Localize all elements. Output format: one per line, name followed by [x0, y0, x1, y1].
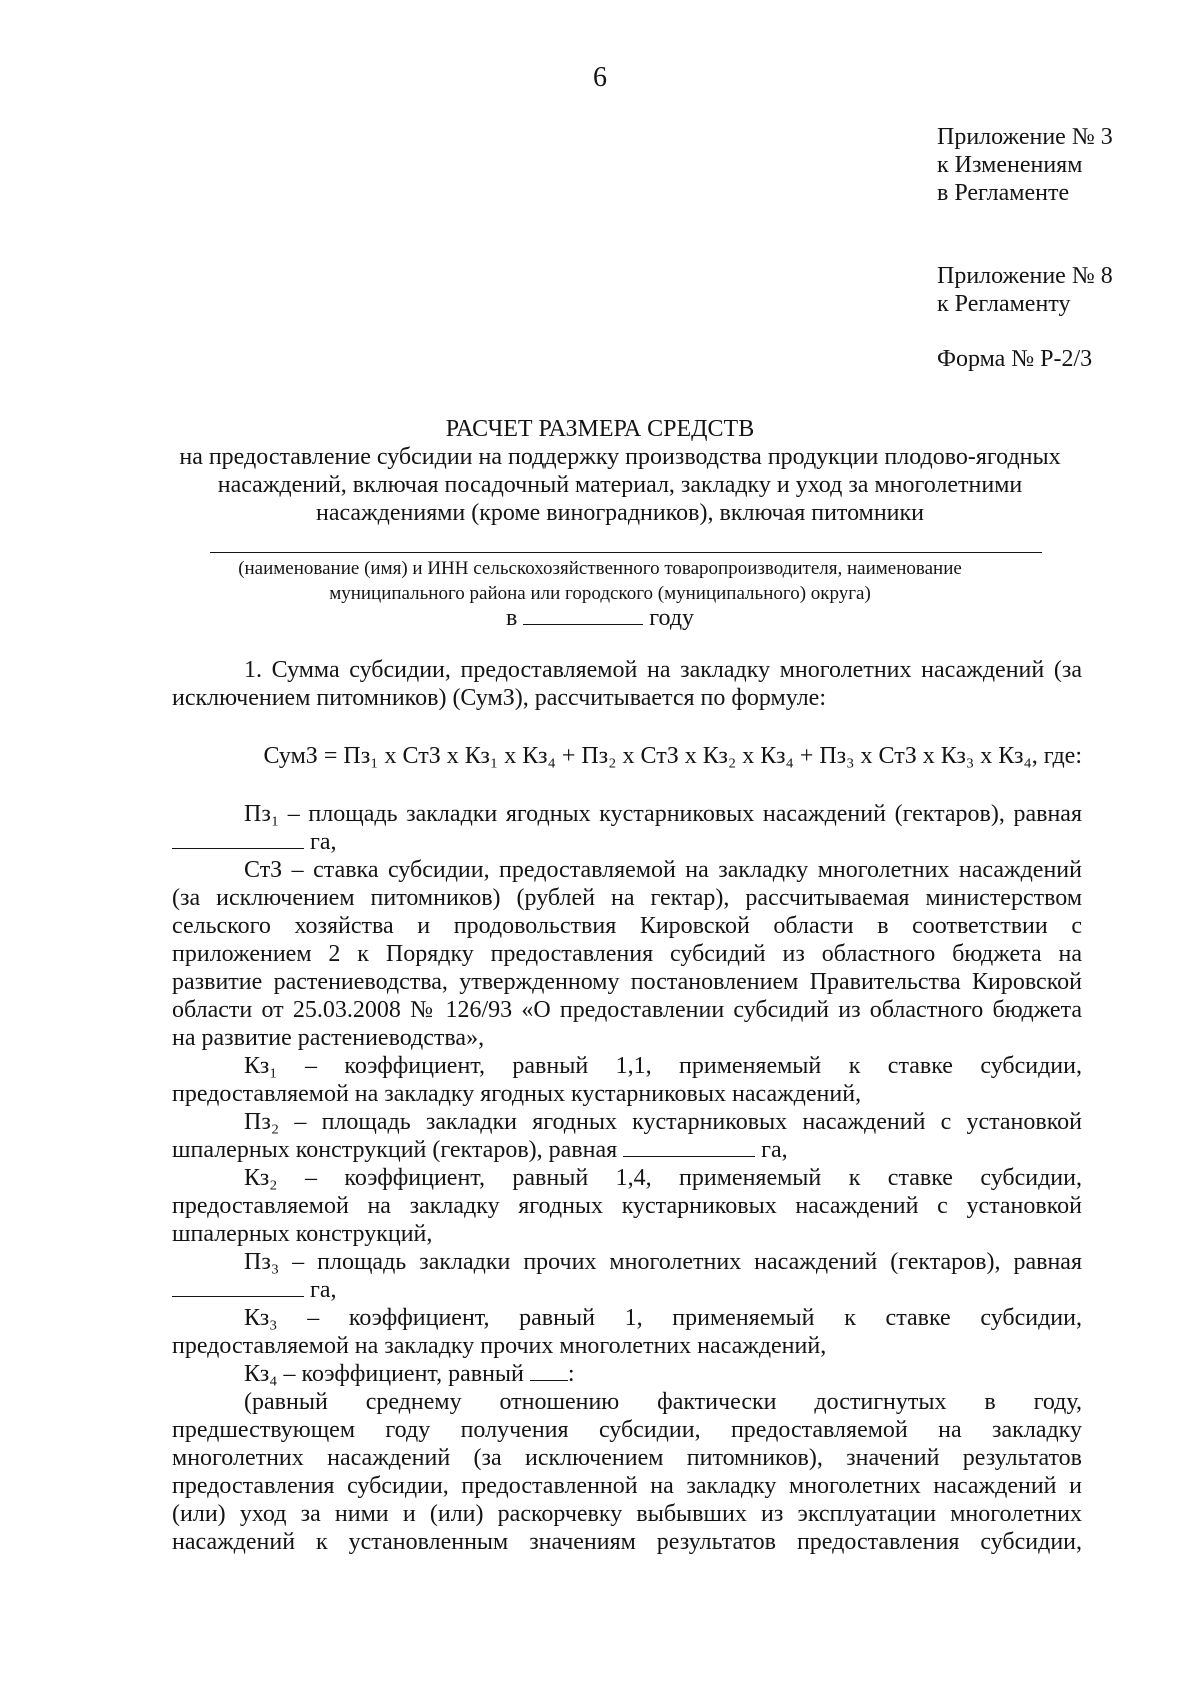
paragraph-line: (за исключением питомников) (рублей на гектар), рассчитываемая министерством	[172, 885, 1082, 911]
paragraph-line: 1. Сумма субсидии, предоставляемой на закладку многолетних насаждений (за	[244, 657, 1082, 683]
paragraph-line: Пз₁ – площадь закладки ягодных кустарниковых насаждений (гектаров), равная	[244, 801, 1082, 827]
pz3-value-line	[172, 1276, 1082, 1304]
paragraph-line: предшествующем году получения субсидии, предоставляемой на закладку	[172, 1417, 1082, 1443]
annex-changes-line: к Изменениям	[937, 152, 1083, 178]
document-title: РАСЧЕТ РАЗМЕРА СРЕДСТВ	[445, 416, 755, 442]
subtitle-line: на предоставление субсидии на поддержку производства продукции плодово-ягодных	[179, 444, 1061, 470]
paragraph-line: Кз₂ – коэффициент, равный 1,4, применяемый к ставке субсидии,	[244, 1165, 1082, 1191]
paragraph-line: (равный среднему отношению фактически достигнутых в году,	[244, 1389, 1082, 1415]
paragraph-line: области от 25.03.2008 № 126/93 «О предоставлении субсидий из областного бюджета	[172, 997, 1082, 1023]
pz3-blank	[172, 1276, 304, 1297]
subtitle-line: насаждениями (кроме виноградников), включая питомники	[315, 500, 925, 526]
annex-regulation-block	[937, 262, 1113, 318]
paragraph-line: шпалерных конструкций,	[172, 1221, 433, 1247]
pz2-prefix: шпалерных конструкций (гектаров), равная	[172, 1137, 618, 1163]
paragraph-line: насаждений к установленным значениям результатов предоставления субсидии,	[172, 1529, 1082, 1555]
paragraph-line: предоставляемой на закладку прочих многолетних насаждений,	[172, 1333, 827, 1359]
pz1-unit: га,	[310, 829, 337, 855]
paragraph-line: приложением 2 к Порядку предоставления субсидий из областного бюджета на	[172, 941, 1082, 967]
pz2-unit: га,	[761, 1137, 788, 1163]
paragraph-line: предоставления субсидии, предоставленной на закладку многолетних насаждений и	[172, 1473, 1082, 1499]
annex-changes-line: в Регламенте	[937, 180, 1070, 206]
paragraph-line: предоставляемой на закладку ягодных кустарниковых насаждений,	[172, 1081, 862, 1107]
paragraph-line: сельского хозяйства и продовольствия Кировской области в соответствии с	[172, 913, 1082, 939]
annex-changes-block	[937, 123, 1113, 207]
paragraph-line: Пз₃ – площадь закладки прочих многолетних насаждений (гектаров), равная	[244, 1249, 1082, 1275]
paragraph-line: многолетних насаждений (за исключением питомников), значений результатов	[172, 1445, 1082, 1471]
kz4-line	[172, 1360, 1082, 1388]
section-1-body	[172, 656, 1082, 1556]
page-number: 6	[593, 62, 607, 93]
formula: СумЗ = Пз₁ х СтЗ х Кз₁ х Кз₄ + Пз₂ х СтЗ х Кз₂ х Кз₄ + Пз₃ х СтЗ х Кз₃ х Кз₄, где:	[263, 743, 1082, 769]
producer-name-line	[210, 552, 1042, 553]
paragraph-line: исключением питомников) (СумЗ), рассчитывается по формуле:	[172, 685, 826, 711]
document-subtitle	[150, 443, 1090, 527]
paragraph-line: Пз₂ – площадь закладки ягодных кустарниковых насаждений с установкой	[244, 1109, 1082, 1135]
kz4-suffix: :	[567, 1361, 575, 1387]
annex-changes-line: Приложение № 3	[937, 124, 1113, 150]
year-line	[0, 604, 1200, 632]
year-prefix: в	[505, 605, 518, 631]
pz2-value-line	[172, 1136, 1082, 1164]
year-blank	[523, 604, 643, 625]
pz3-unit: га,	[310, 1277, 337, 1303]
paragraph-line: на развитие растениеводства»,	[172, 1025, 485, 1051]
paragraph-line: Кз₃ – коэффициент, равный 1, применяемый к ставке субсидии,	[244, 1305, 1082, 1331]
pz1-blank	[172, 828, 304, 849]
paragraph-line: Кз₁ – коэффициент, равный 1,1, применяемый к ставке субсидии,	[244, 1053, 1082, 1079]
form-number: Форма № Р-2/3	[937, 346, 1093, 372]
pz1-value-line	[172, 828, 1082, 856]
annex-regulation-line: Приложение № 8	[937, 263, 1113, 289]
kz4-prefix: Кз₄ – коэффициент, равный	[244, 1361, 524, 1387]
annex-regulation-line: к Регламенту	[937, 291, 1071, 317]
paragraph-line: (или) уход за ними и (или) раскорчевку выбывших из эксплуатации многолетних	[172, 1501, 1082, 1527]
paragraph-line: развитие растениеводства, утвержденному постановлением Правительства Кировской	[172, 969, 1082, 995]
caption-line: (наименование (имя) и ИНН сельскохозяйственного товаропроизводителя, наименование	[238, 558, 962, 579]
subtitle-line: насаждений, включая посадочный материал, закладку и уход за многолетними	[217, 472, 1023, 498]
paragraph-line: СтЗ – ставка субсидии, предоставляемой на закладку многолетних насаждений	[244, 857, 1082, 883]
year-suffix: году	[649, 605, 695, 631]
pz2-blank	[623, 1136, 755, 1157]
paragraph-line: предоставляемой на закладку ягодных кустарниковых насаждений с установкой	[172, 1193, 1082, 1219]
caption-line: муниципального района или городского (муниципального) округа)	[329, 583, 871, 604]
producer-caption	[160, 556, 1040, 606]
kz4-blank	[530, 1360, 568, 1381]
